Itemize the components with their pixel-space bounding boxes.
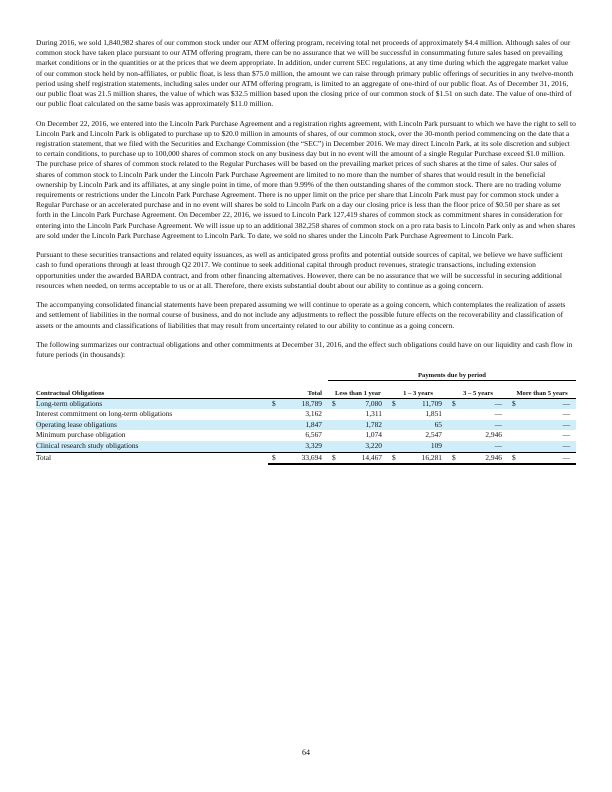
currency-symbol: $ (328, 452, 338, 464)
currency-symbol (448, 430, 458, 441)
paragraph-financial-statements-basis: The accompanying consolidated financial statements have been prepared assuming we will continue to operate as a going concern, which contemplates the realization of assets and settlement of liabilities in the normal course of business, and do not include any adjustments to reflect the possible future effects on the recoverability and classification of assets or the amounts and classifications of liabilities that may result from uncertainty related to our ability to continue as a going concern. (36, 300, 566, 330)
paragraph-lincoln-park: On December 22, 2016, we entered into the Lincoln Park Purchase Agreement and a registration rights agreement, with Lincoln Park pursuant to which we have the right to sell to Lincoln Park and Lincoln Park is obligated to purchase up to $20.0 million in amounts of shares, of our common stock, over the 30-month period commencing on the date that a registration statement, that we filed with the Securities and Exchange Commission (the “SEC”) in December 2016. We may direct Lincoln Park, at its sole discretion and subject to certain conditions, to purchase up to 100,000 shares of common stock on any business day but in no event will the amount of a single Regular Purchase exceed $1.0 million. The purchase price of shares of common stock related to the Regular Purchases will be based on the prevailing market prices of such shares at the time of sales. Our sales of shares of common stock to Lincoln Park under the Lincoln Park Purchase Agreement are limited to no more than the number of shares that would result in the beneficial ownership by Lincoln Park and its affiliates, at any single point in time, of more than 9.99% of the then outstanding shares of the common stock. There are no trading volume requirements or restrictions under the Lincoln Park Purchase Agreement. There is no upper limit on the price per share that Lincoln Park must pay for common stock under a Regular Purchase or an accelerated purchase and in no event will shares be sold to Lincoln Park on a day our closing price is less than the floor price of $0.50 per share as set forth in the Lincoln Park Purchase Agreement. On December 22, 2016, we issued to Lincoln Park 127,419 shares of common stock as commitment shares in consideration for entering into the Lincoln Park Purchase Agreement. We will issue up to an additional 382,258 shares of common stock on a pro rata basis to Lincoln Park only as and when shares are sold under the Lincoln Park Purchase Agreement to Lincoln Park. To date, we sold no shares under the Lincoln Park Purchase Agreement to Lincoln Park. (36, 118, 576, 240)
currency-symbol: $ (508, 452, 518, 464)
cell-y13: 1,851 (425, 409, 442, 419)
row-label: Interest commitment on long-term obligations (36, 409, 173, 419)
currency-symbol (328, 409, 338, 420)
currency-symbol: $ (448, 398, 458, 409)
currency-symbol (448, 420, 458, 431)
row-label: Long-term obligations (36, 398, 268, 409)
contractual-obligations-table-wrap (36, 370, 576, 466)
total-gt5: — (518, 452, 576, 464)
header-1-3-years: 1 – 3 years (388, 380, 448, 398)
cell-total: 1,847 (278, 420, 328, 431)
currency-symbol (328, 420, 338, 431)
currency-symbol (508, 420, 518, 431)
currency-symbol (328, 441, 338, 452)
currency-symbol: $ (328, 398, 338, 409)
total-y35: 2,946 (458, 452, 508, 464)
currency-symbol: $ (388, 452, 398, 464)
payments-due-header: Payments due by period (328, 370, 576, 381)
total-lt1: 14,467 (338, 452, 388, 464)
header-contractual-obligations: Contractual Obligations (36, 380, 268, 398)
currency-symbol (508, 430, 518, 441)
header-3-5-years: 3 – 5 years (448, 380, 508, 398)
cell-lt1: 1,782 (338, 420, 388, 431)
currency-symbol (388, 420, 398, 431)
cell-y13: 2,547 (425, 430, 442, 440)
currency-symbol (508, 409, 518, 420)
cell-y35: — (458, 398, 508, 409)
cell-y13: 65 (398, 420, 448, 431)
paragraph-atm-offering: During 2016, we sold 1,840,982 shares of our common stock under our ATM offering program, receiving total net proceeds of approximately $4.4 million. Although sales of our common stock have taken place pursuant to our ATM offering program, there can be no assurance that we will be successful in consummating future sales based on prevailing market conditions or in the quantities or at the prices that we deem appropriate. In addition, under current SEC regulations, at any time during which the aggregate market value of our common stock held by non-affiliates, or public float, is less than $75.0 million, the amount we can raise through primary public offerings of securities in any twelve-month period using shelf registration statements, including sales under our ATM offering program, is limited to an aggregate of one-third of our public float. As of December 31, 2016, our public float was 21.5 million shares, the value of which was $32.5 million based upon the closing price of our common stock of $1.51 on such date. The value of one-third of our public float calculated on the same basis was approximately $11.0 million. (36, 38, 574, 109)
cell-y13: 109 (398, 441, 448, 452)
contractual-obligations-table (36, 370, 576, 466)
page-number: 64 (302, 748, 310, 757)
cell-y35: — (458, 441, 508, 452)
cell-lt1: 1,311 (365, 409, 382, 419)
cell-y35: 2,946 (485, 430, 502, 440)
paragraph-obligations-intro: The following summarizes our contractual obligations and other commitments at December 31, 2016, and the effect such obligations could have on our liquidity and cash flow in future periods (in thousands): (36, 340, 573, 360)
currency-symbol (388, 441, 398, 452)
header-total: Total (268, 380, 328, 398)
currency-symbol (448, 441, 458, 452)
cell-total: 3,329 (278, 441, 328, 452)
currency-symbol (388, 409, 398, 420)
currency-symbol (268, 420, 278, 431)
total-total: 33,694 (278, 452, 328, 464)
cell-total: 3,162 (305, 409, 322, 419)
currency-symbol (508, 441, 518, 452)
cell-y35: — (494, 409, 502, 419)
total-y13: 16,281 (398, 452, 448, 464)
currency-symbol: $ (268, 452, 278, 464)
table-row (36, 430, 576, 441)
table-row (36, 441, 576, 452)
total-label: Total (36, 452, 268, 464)
cell-gt5: — (562, 430, 570, 440)
currency-symbol: $ (268, 398, 278, 409)
table-row (36, 420, 576, 431)
cell-gt5: — (518, 398, 576, 409)
row-label: Operating lease obligations (36, 420, 268, 431)
header-less-than-1-year: Less than 1 year (328, 380, 388, 398)
currency-symbol: $ (448, 452, 458, 464)
currency-symbol: $ (388, 398, 398, 409)
row-label: Minimum purchase obligation (36, 430, 126, 440)
cell-total: 18,789 (278, 398, 328, 409)
cell-total: 6,567 (305, 430, 322, 440)
cell-lt1: 3,220 (338, 441, 388, 452)
table-total-row (36, 452, 576, 464)
header-more-than-5-years: More than 5 years (508, 380, 576, 398)
cell-y13: 11,709 (398, 398, 448, 409)
cell-lt1: 7,080 (338, 398, 388, 409)
row-label: Clinical research study obligations (36, 441, 268, 452)
currency-symbol (448, 409, 458, 420)
cell-gt5: — (562, 409, 570, 419)
cell-y35: — (458, 420, 508, 431)
cell-gt5: — (518, 441, 576, 452)
page-content (36, 38, 576, 465)
currency-symbol (388, 430, 398, 441)
obligations-table-body (36, 398, 576, 464)
currency-symbol: $ (508, 398, 518, 409)
table-row (36, 409, 576, 420)
currency-symbol (268, 409, 278, 420)
currency-symbol (268, 441, 278, 452)
currency-symbol (328, 430, 338, 441)
cell-gt5: — (518, 420, 576, 431)
cell-lt1: 1,074 (365, 430, 382, 440)
currency-symbol (268, 430, 278, 441)
table-row (36, 398, 576, 409)
paragraph-going-concern-funding: Pursuant to these securities transactions and related equity issuances, as well as anticipated gross profits and potential outside sources of capital, we believe we have sufficient cash to fund operations through at least through Q2 2017. We continue to seek additional capital through product revenues, strategic transactions, including extension opportunities under the awarded BARDA contract, and from other financing alternatives. However, there can be no assurance that we will be successful in securing additional resources when needed, on terms acceptable to us or at all. Therefore, there exists substantial doubt about our ability to continue as a going concern. (36, 250, 563, 290)
